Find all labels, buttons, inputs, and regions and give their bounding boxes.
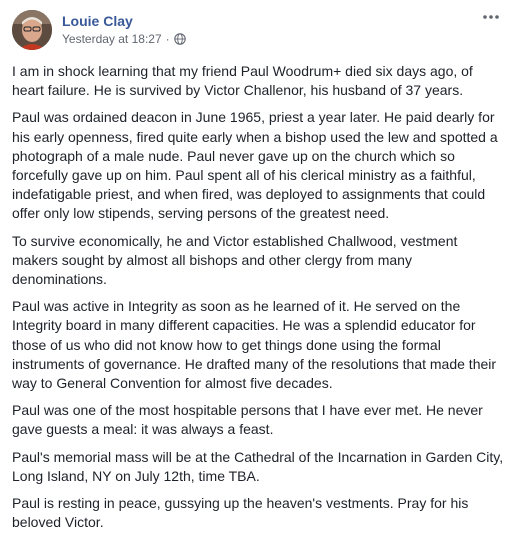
post-body [12, 62, 504, 540]
post-timestamp[interactable]: Yesterday at 18:27 [62, 32, 162, 46]
post-paragraph: Paul's memorial mass will be at the Cathedral of the Incarnation in Garden City, Long Island, NY on July 12th, time TBA. [12, 448, 504, 484]
post-paragraph: To survive economically, he and Victor established Challwood, vestment makers sought by almost all bishops and other clergy from many denominations. [12, 232, 458, 288]
meta-separator: · [165, 32, 170, 46]
more-options-icon[interactable] [479, 10, 503, 24]
post-paragraph: Paul was one of the most hospitable persons that I have ever met. He never gave guests a meal: it was always a feast. [12, 402, 483, 438]
author-name[interactable]: Louie Clay [62, 13, 133, 29]
post-paragraph: I am in shock learning that my friend Paul Woodrum+ died six days ago, of heart failure. He is survived by Victor Challenor, his husband of 37 years. [12, 63, 473, 99]
post-meta [62, 32, 186, 46]
post-header [12, 10, 503, 52]
avatar-photo [12, 10, 52, 50]
post-paragraph: Paul was active in Integrity as soon as he learned of it. He served on the Integrity board in many different capacities. He was a splendid educator for those of us who did not know how to get things done using the formal instruments of governance. He drafted many of the resolutions that made their way to General Convention for almost five decades. [12, 298, 497, 392]
avatar[interactable] [12, 10, 52, 50]
globe-icon[interactable] [174, 33, 186, 45]
post-paragraph: Paul is resting in peace, gussying up the heaven's vestments. Pray for his beloved Victor. [12, 495, 469, 531]
post-paragraph: Paul was ordained deacon in June 1965, priest a year later. He paid dearly for his early openness, fired quite early when a bishop used the lew and spotted a photograph of a male nude. Paul never gave up on the church which so forcefully gave up on him. Paul spent all of his clerical ministry as a faithful, indefatigable priest, and when fired, was deployed to assignments that could offer only low stipends, serving persons of the greatest need. [12, 109, 498, 222]
